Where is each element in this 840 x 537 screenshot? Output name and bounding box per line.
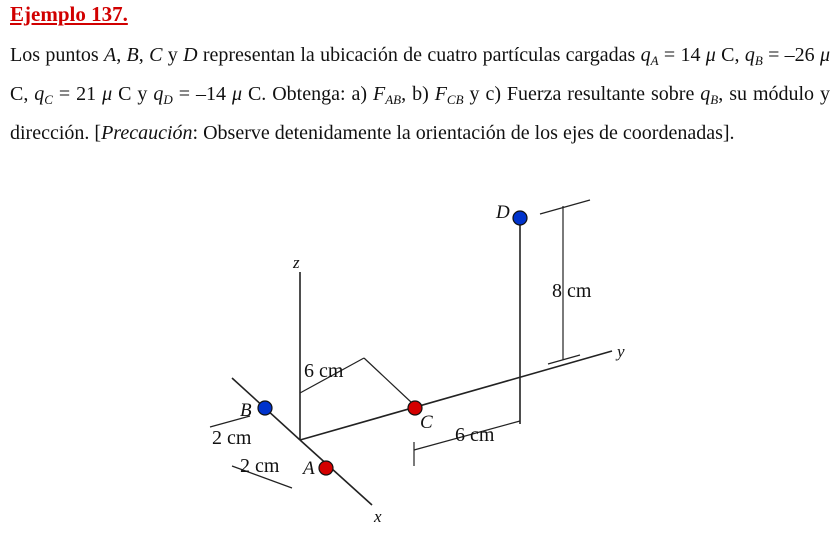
axis-y-label: y <box>617 342 625 361</box>
dim-2cm-a-label: 2 cm <box>240 455 280 477</box>
dim-6cm-top-label: 6 cm <box>304 360 344 382</box>
charges-figure <box>0 190 840 537</box>
dim-6cm-y-label: 6 cm <box>455 424 495 446</box>
example-title: Ejemplo 137. <box>10 2 128 26</box>
axis-z-label: z <box>293 253 300 272</box>
label-c: C <box>420 412 433 433</box>
dim-8cm-label: 8 cm <box>552 280 592 302</box>
problem-statement: Los puntos A, B, C y D representan la ubicación de cuatro partículas cargadas $q_A = 14$ μ C, $q_B = -26$ μ C, $q_C = 21$ μ C y $q_D = -14$ μ C. Obtenga: a) $F_{AB}$, b) $F_{CB}$ y c) Fuerza resultante sobre $q_B$, su módulo y dirección. [Precaución: Observe detenidamente la orientación de los ejes de coordenadas]. <box>10 44 831 144</box>
charge-d <box>513 211 527 225</box>
label-a: A <box>303 458 315 479</box>
label-b: B <box>240 400 252 421</box>
axis-x-label: x <box>374 507 382 526</box>
dim-2cm-b-label: 2 cm <box>212 427 252 449</box>
label-d: D <box>496 202 510 223</box>
charge-b <box>258 401 272 415</box>
charge-a <box>319 461 333 475</box>
